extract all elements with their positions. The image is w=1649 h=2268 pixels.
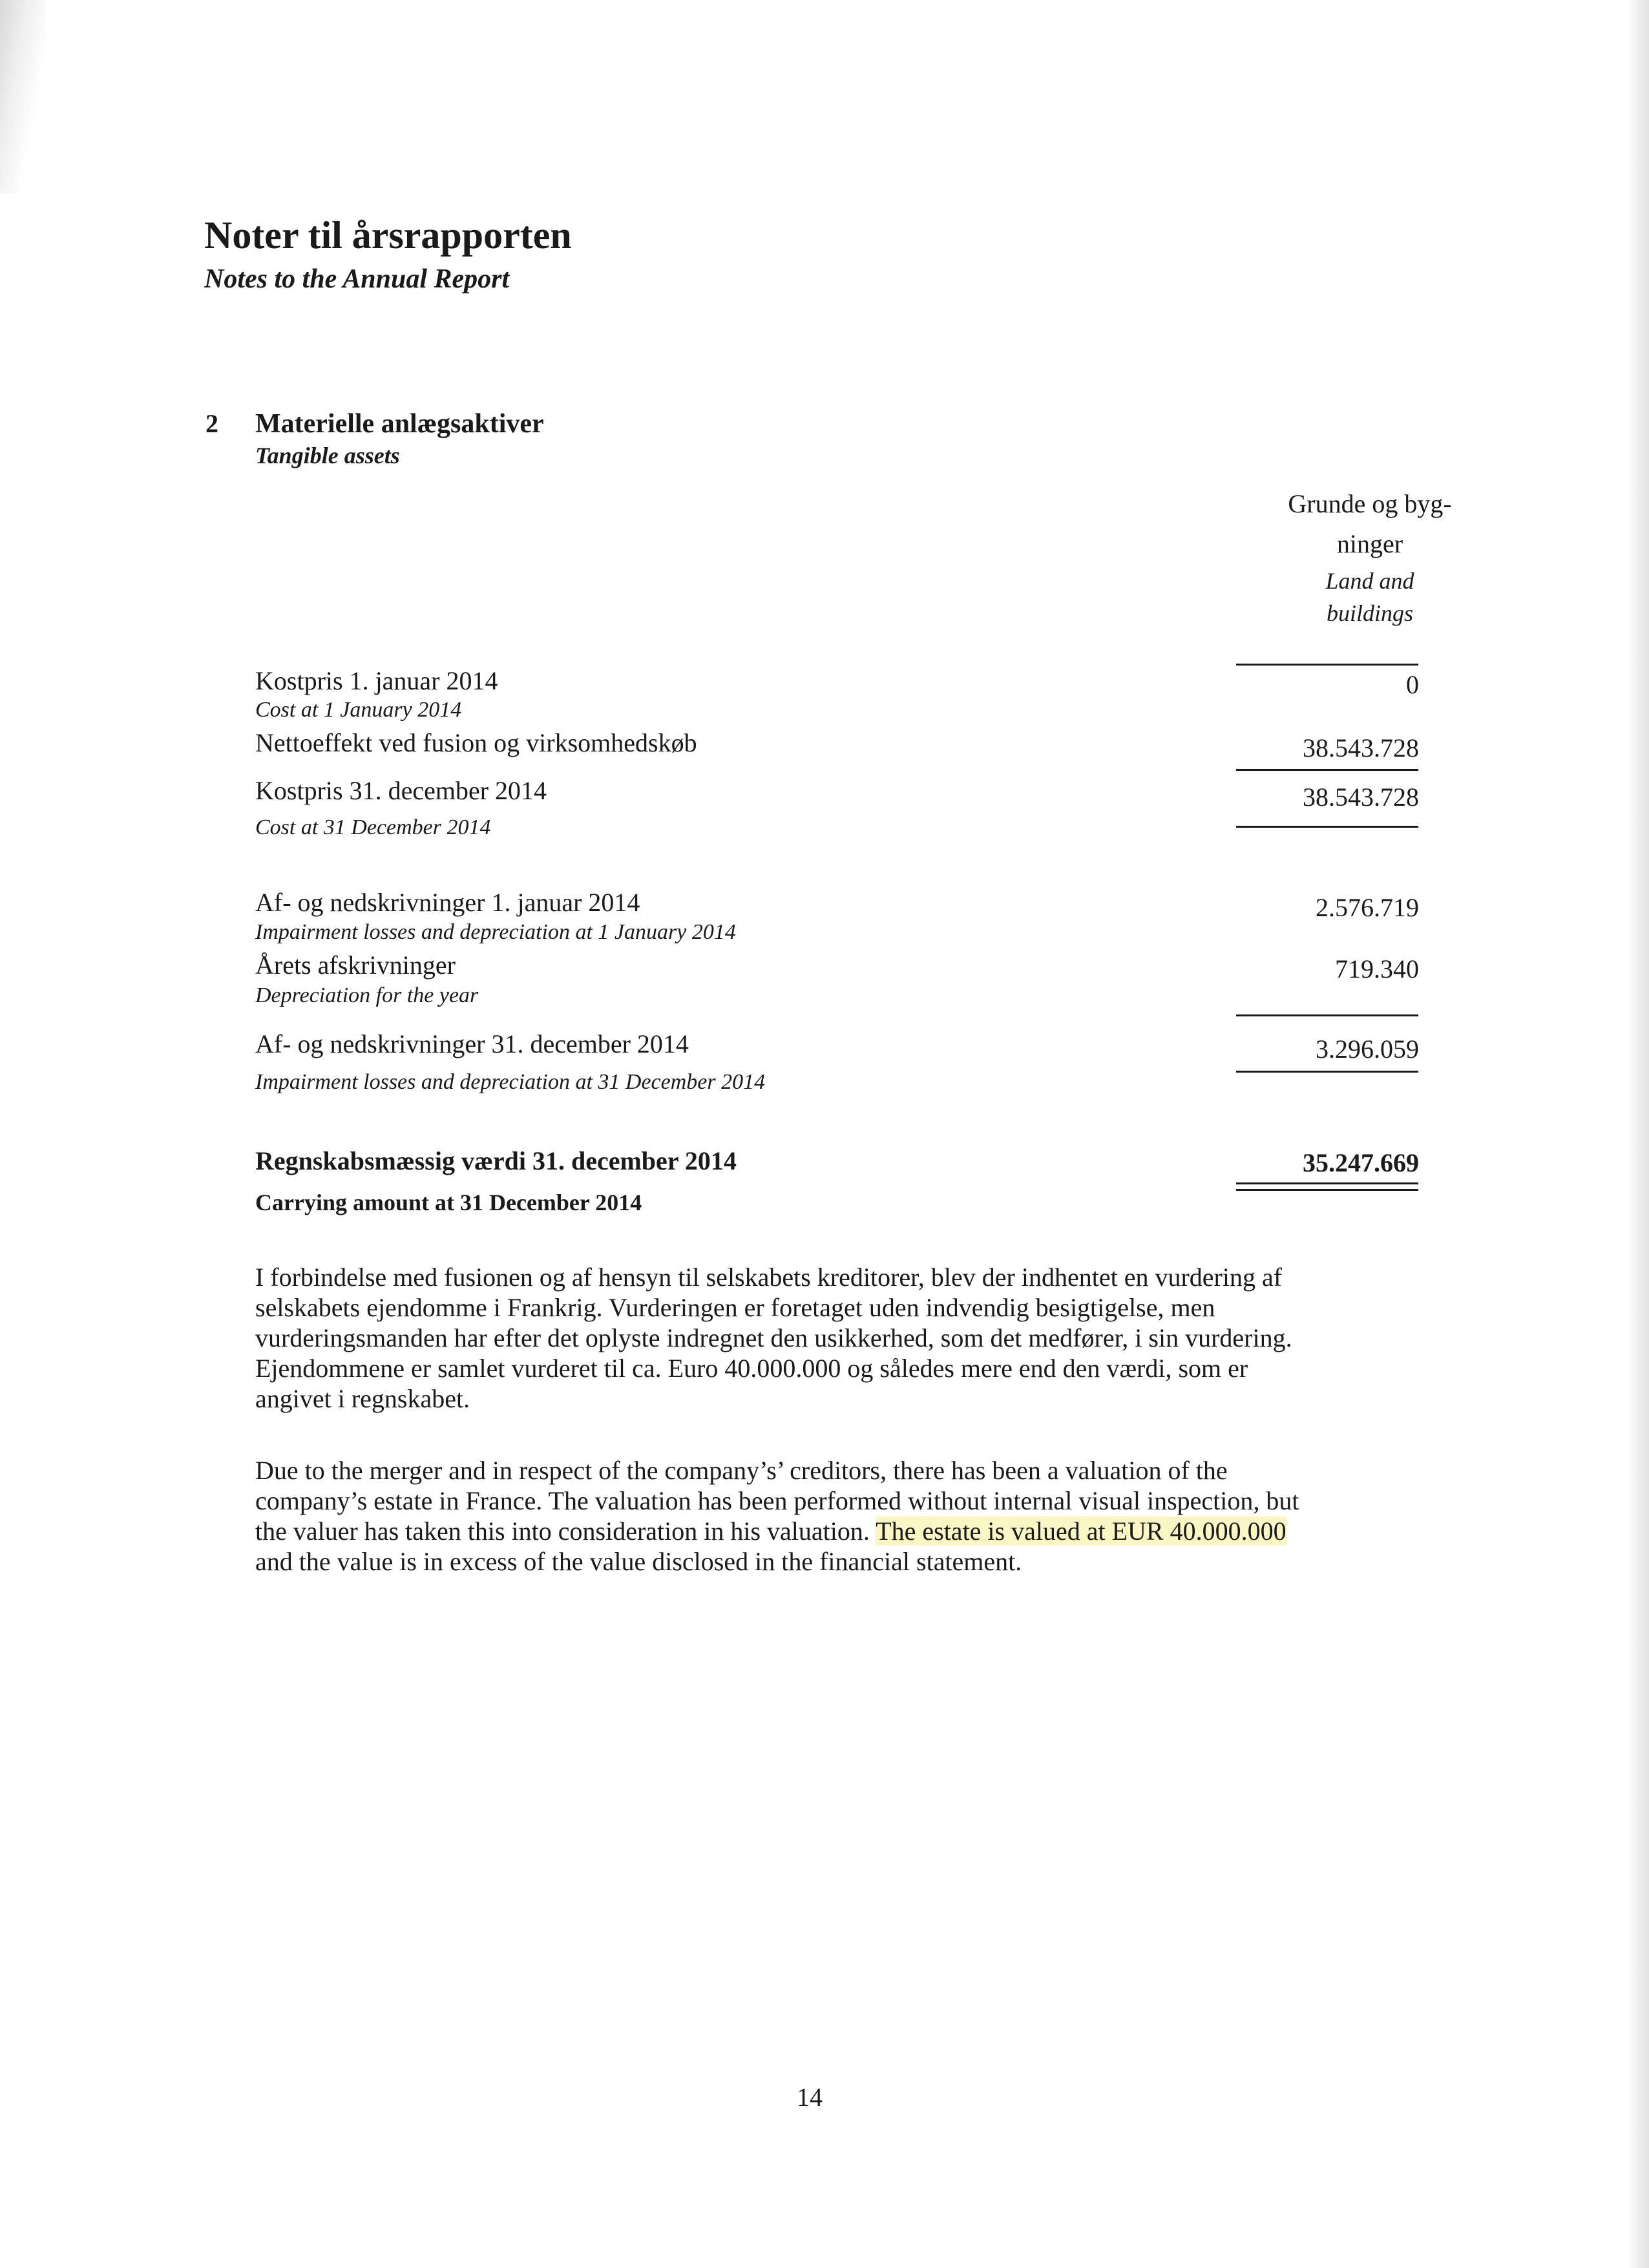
paragraph-english bbox=[255, 1455, 1418, 1577]
row-label-en: Cost at 1 January 2014 bbox=[255, 698, 462, 722]
page-subtitle: Notes to the Annual Report bbox=[204, 264, 510, 294]
paragraph-line: angivet i regnskabet. bbox=[255, 1384, 470, 1413]
note-number: 2 bbox=[205, 409, 218, 438]
row-label: Kostpris 1. januar 2014 bbox=[255, 666, 498, 695]
row-value: 38.543.728 bbox=[1303, 733, 1419, 762]
row-label-en: Cost at 31 December 2014 bbox=[255, 815, 491, 839]
total-double-rule-bottom bbox=[1236, 1189, 1418, 1191]
row-label: Kostpris 31. december 2014 bbox=[255, 776, 547, 805]
highlighted-text: The estate is valued at EUR 40.000.000 bbox=[876, 1517, 1287, 1546]
paragraph-line: Ejendommene er samlet vurderet til ca. Euro 40.000.000 og således mere end den værdi, som er bbox=[255, 1354, 1248, 1383]
total-label: Regnskabsmæssig værdi 31. december 2014 bbox=[255, 1146, 737, 1175]
note-title: Materielle anlægsaktiver bbox=[255, 409, 544, 439]
row-label: Årets afskrivninger bbox=[255, 950, 456, 980]
note-title-en: Tangible assets bbox=[255, 443, 400, 468]
row-value: 719.340 bbox=[1335, 954, 1419, 983]
subtotal-rule bbox=[1236, 769, 1418, 771]
column-top-rule bbox=[1236, 664, 1418, 666]
page-title: Noter til årsrapporten bbox=[204, 214, 572, 257]
row-label: Af- og nedskrivninger 1. januar 2014 bbox=[255, 888, 640, 917]
paragraph-line: I forbindelse med fusionen og af hensyn til selskabets kreditorer, blev der indhentet en vurdering af bbox=[255, 1263, 1283, 1292]
paragraph-line: Due to the merger and in respect of the company’s’ creditors, there has been a valuation of the bbox=[255, 1456, 1228, 1485]
row-label-en: Impairment losses and depreciation at 31 December 2014 bbox=[255, 1070, 766, 1094]
scan-shadow-right bbox=[1627, 0, 1649, 2268]
row-label: Nettoeffekt ved fusion og virksomhedskøb bbox=[255, 728, 697, 757]
subtotal-rule bbox=[1236, 826, 1418, 828]
column-header-en-line2: buildings bbox=[1326, 600, 1413, 626]
paragraph-line: and the value is in excess of the value disclosed in the financial statement. bbox=[255, 1547, 1022, 1576]
row-label: Af- og nedskrivninger 31. december 2014 bbox=[255, 1029, 689, 1058]
subtotal-rule bbox=[1236, 1014, 1418, 1016]
column-header-line1: Grunde og byg- bbox=[1288, 489, 1452, 518]
column-header-line2: ninger bbox=[1336, 529, 1403, 558]
total-label-en: Carrying amount at 31 December 2014 bbox=[255, 1190, 642, 1215]
row-value: 2.576.719 bbox=[1316, 893, 1419, 922]
subtotal-rule bbox=[1236, 1071, 1418, 1073]
row-value: 0 bbox=[1406, 670, 1419, 699]
paragraph-text: the valuer has taken this into consideration in his valuation. bbox=[255, 1517, 876, 1546]
row-label-en: Impairment losses and depreciation at 1 January 2014 bbox=[255, 920, 736, 944]
scan-shadow-left bbox=[0, 0, 45, 194]
paragraph-danish bbox=[255, 1262, 1418, 1414]
row-label-en: Depreciation for the year bbox=[255, 983, 479, 1007]
paragraph-line: company’s estate in France. The valuation has been performed without internal visual inspection, but bbox=[255, 1486, 1299, 1515]
row-value: 38.543.728 bbox=[1303, 782, 1419, 812]
row-value: 3.296.059 bbox=[1316, 1034, 1419, 1064]
paragraph-line: vurderingsmanden har efter det oplyste indregnet den usikkerhed, som det medfører, i sin vurdering. bbox=[255, 1323, 1292, 1352]
total-double-rule-top bbox=[1236, 1182, 1418, 1184]
total-value: 35.247.669 bbox=[1303, 1148, 1419, 1177]
column-header-en-line1: Land and bbox=[1325, 568, 1414, 594]
paragraph-line bbox=[255, 1516, 1418, 1546]
paragraph-line: selskabets ejendomme i Frankrig. Vurderingen er foretaget uden indvendig besigtigelse, men bbox=[255, 1293, 1215, 1322]
page-number: 14 bbox=[797, 2083, 823, 2112]
